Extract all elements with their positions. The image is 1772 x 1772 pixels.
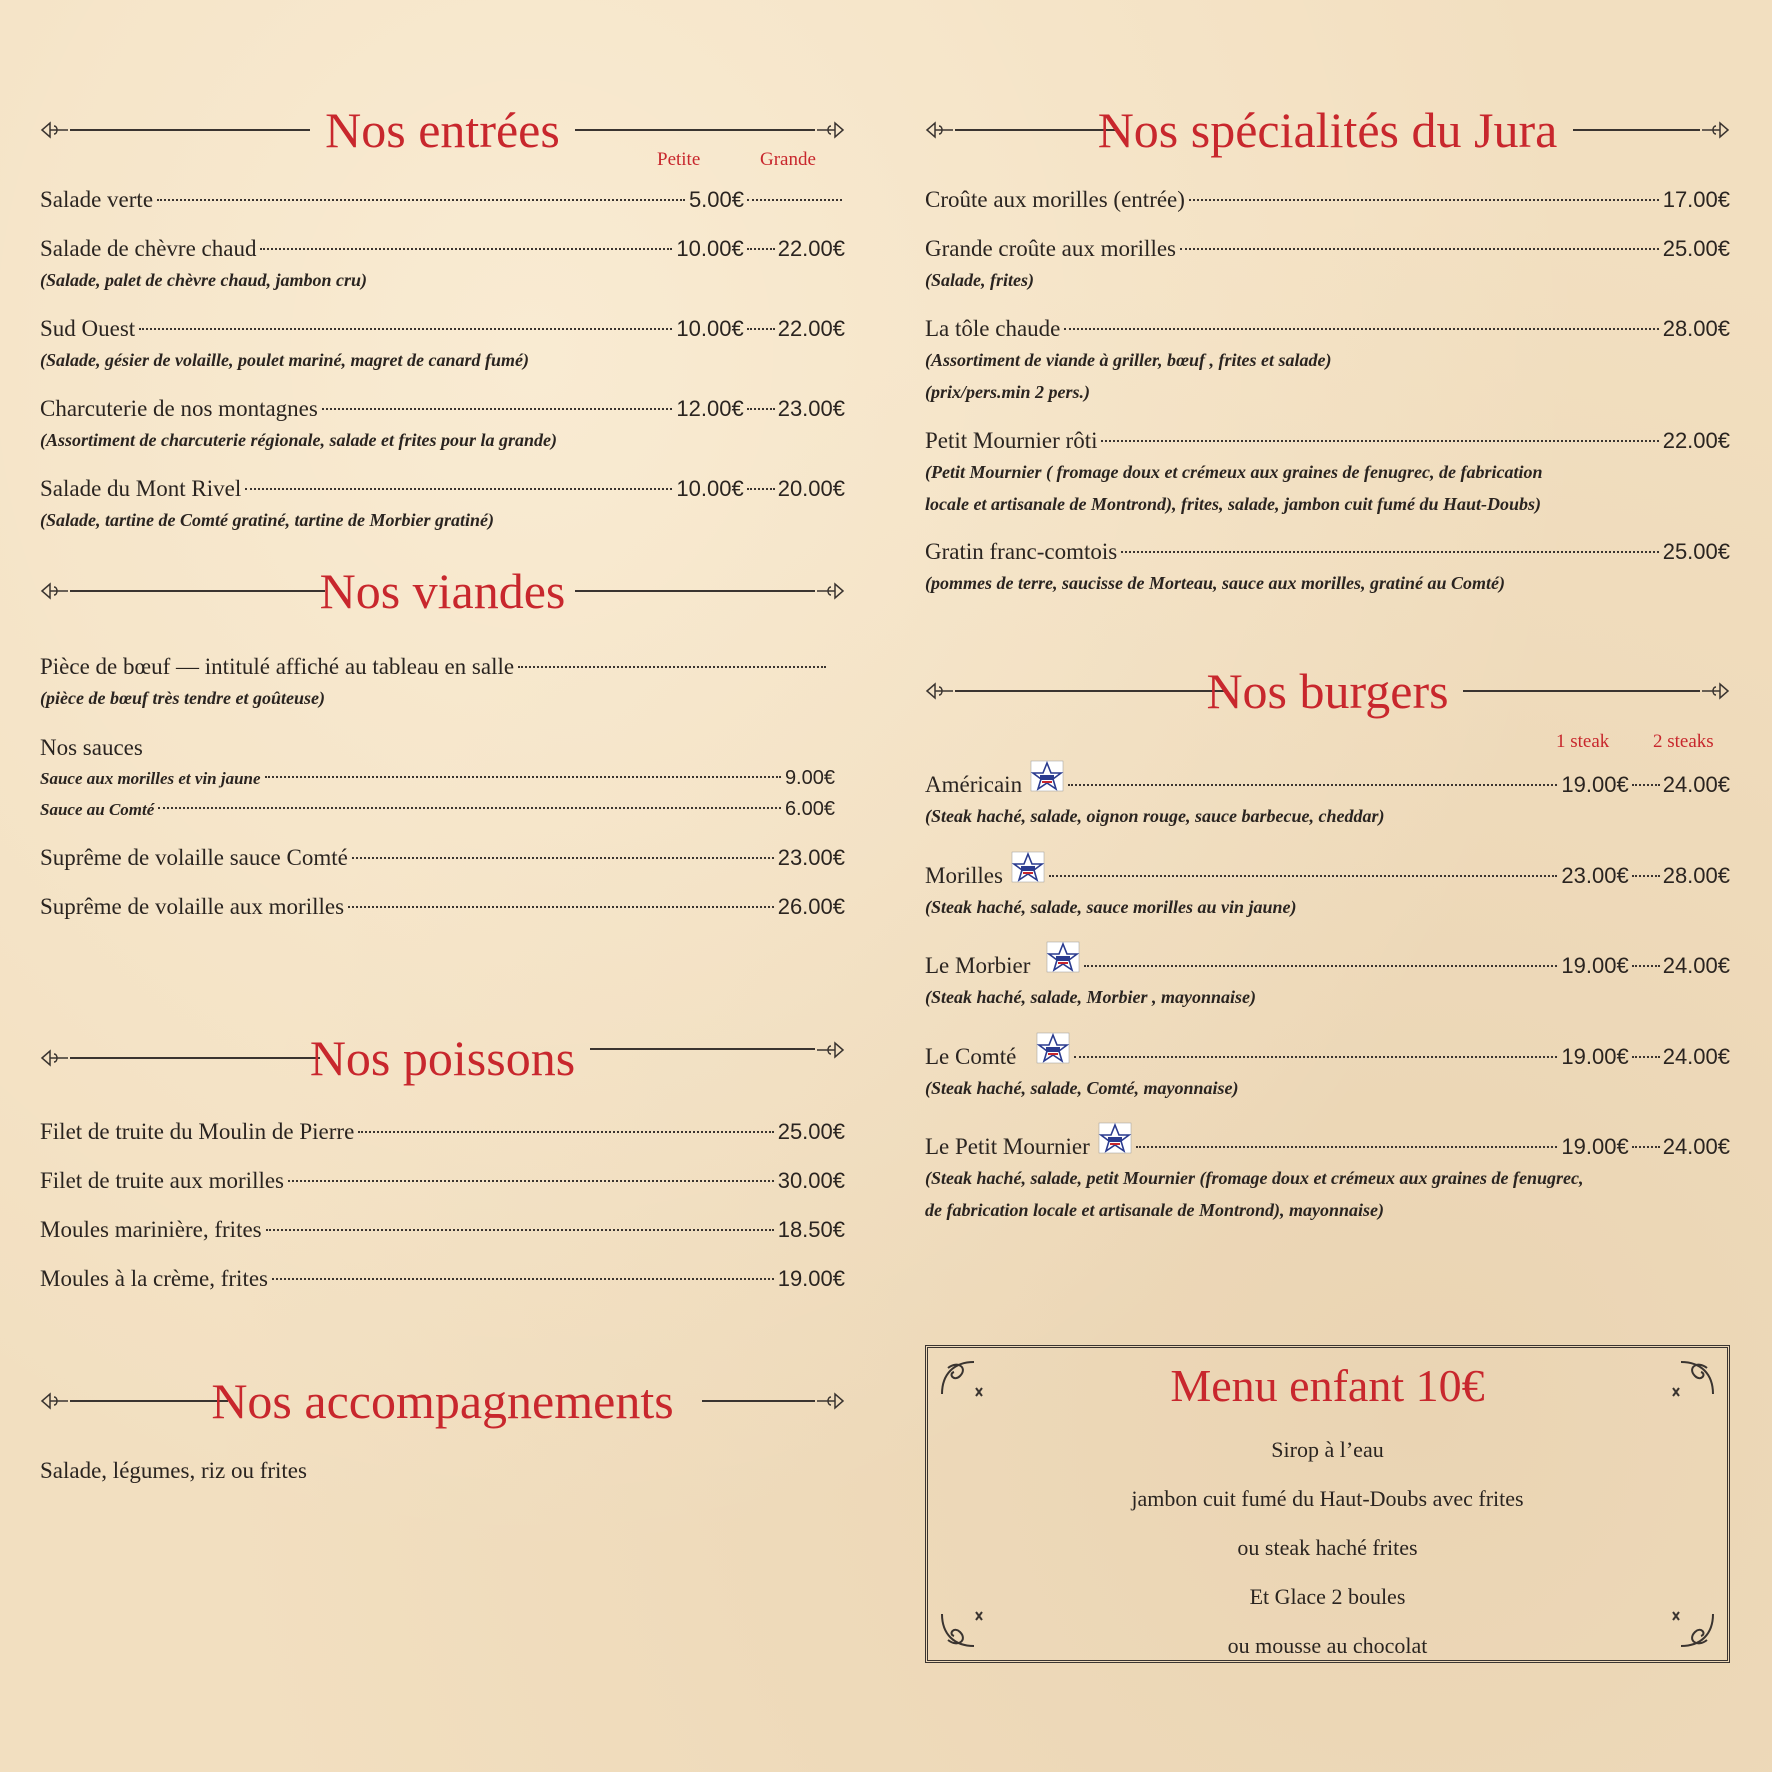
section-title: Nos accompagnements bbox=[211, 1373, 674, 1429]
item-price-small: 12.00€ bbox=[676, 396, 744, 421]
item-name: Le Comté bbox=[925, 1044, 1017, 1069]
item-price-small: 10.00€ bbox=[676, 476, 744, 501]
column-header-petite: Petite bbox=[657, 149, 701, 170]
sauce-name: Sauce au Comté bbox=[40, 800, 155, 819]
section-heading-specialites bbox=[925, 95, 1730, 165]
item-price-2-steaks: 28.00€ bbox=[1662, 863, 1730, 888]
kids-menu-line: Sirop à l’eau bbox=[1271, 1437, 1384, 1462]
item-price: 18.50€ bbox=[777, 1217, 845, 1242]
item-price: 25.00€ bbox=[1662, 236, 1730, 261]
item-name: Pièce de bœuf — intitulé affiché au tableau en salle bbox=[40, 654, 515, 679]
menu-item bbox=[40, 185, 845, 215]
item-name: La tôle chaude bbox=[925, 316, 1061, 341]
menu-item bbox=[40, 394, 845, 456]
flourish-right-icon bbox=[815, 1386, 845, 1416]
item-price-large: 22.00€ bbox=[777, 316, 845, 341]
french-beef-label-icon bbox=[1011, 851, 1045, 883]
section-title: Nos entrées bbox=[325, 102, 560, 158]
item-price-large: 23.00€ bbox=[777, 396, 845, 421]
item-name: Salade de chèvre chaud bbox=[40, 236, 257, 261]
menu-item bbox=[40, 474, 845, 536]
item-description: (Salade, palet de chèvre chaud, jambon cru) bbox=[40, 270, 367, 290]
item-name: Charcuterie de nos montagnes bbox=[40, 396, 318, 421]
item-name: Le Petit Mournier bbox=[925, 1134, 1090, 1159]
item-description: (Assortiment de charcuterie régionale, salade et frites pour la grande) bbox=[40, 430, 557, 450]
item-name: Croûte aux morilles (entrée) bbox=[925, 187, 1185, 212]
item-name: Le Morbier bbox=[925, 953, 1031, 978]
item-price: 17.00€ bbox=[1662, 187, 1730, 212]
kids-menu-line: ou mousse au chocolat bbox=[1227, 1633, 1428, 1658]
item-description: (prix/pers.min 2 pers.) bbox=[925, 382, 1091, 402]
item-price-small: 10.00€ bbox=[676, 236, 744, 261]
menu-item bbox=[925, 314, 1730, 408]
item-price: 19.00€ bbox=[777, 1266, 845, 1291]
section-heading-accompagnements bbox=[40, 1366, 845, 1436]
item-name: Salade verte bbox=[40, 187, 154, 212]
section-title: Nos burgers bbox=[1206, 663, 1449, 719]
section-title: Nos viandes bbox=[319, 563, 566, 619]
item-price-2-steaks: 24.00€ bbox=[1662, 772, 1730, 797]
item-description: (Salade, gésier de volaille, poulet mariné, magret de canard fumé) bbox=[40, 350, 529, 370]
menu-item bbox=[40, 1456, 845, 1486]
item-description: (Steak haché, salade, petit Mournier (fromage doux et crémeux aux graines de fenugrec, bbox=[925, 1168, 1584, 1188]
item-description: (Salade, frites) bbox=[925, 270, 1034, 290]
item-name: Petit Mournier rôti bbox=[925, 428, 1098, 453]
menu-item bbox=[40, 314, 845, 376]
item-description: (Assortiment de viande à griller, bœuf , frites et salade) bbox=[925, 350, 1332, 370]
menu-item bbox=[925, 851, 1730, 923]
item-name: Suprême de volaille aux morilles bbox=[40, 894, 345, 919]
menu-item bbox=[925, 1122, 1730, 1226]
kids-menu-line: ou steak haché frites bbox=[1237, 1535, 1418, 1560]
item-name: Suprême de volaille sauce Comté bbox=[40, 845, 348, 870]
menu-item bbox=[40, 234, 845, 296]
item-price-large: 20.00€ bbox=[777, 476, 845, 501]
french-beef-label-icon bbox=[1046, 941, 1080, 973]
section-heading-burgers bbox=[925, 656, 1730, 726]
section-title: Nos spécialités du Jura bbox=[1097, 102, 1558, 158]
item-price: 28.00€ bbox=[1662, 316, 1730, 341]
item-price: 30.00€ bbox=[777, 1168, 845, 1193]
item-price: 26.00€ bbox=[777, 894, 845, 919]
item-price-2-steaks: 24.00€ bbox=[1662, 1134, 1730, 1159]
kids-menu-box bbox=[925, 1345, 1730, 1663]
menu-item bbox=[40, 1264, 845, 1294]
item-name: Filet de truite du Moulin de Pierre bbox=[40, 1119, 355, 1144]
item-price-1-steak: 19.00€ bbox=[1561, 772, 1629, 797]
item-price: 25.00€ bbox=[1662, 539, 1730, 564]
menu-item bbox=[925, 426, 1730, 520]
section-heading-viandes bbox=[40, 556, 845, 626]
sauces-group bbox=[40, 733, 845, 825]
item-price-small: 5.00€ bbox=[688, 187, 744, 212]
item-price: 22.00€ bbox=[1662, 428, 1730, 453]
kids-menu-line: Et Glace 2 boules bbox=[1249, 1584, 1406, 1609]
item-name: Gratin franc-comtois bbox=[925, 539, 1118, 564]
item-description: locale et artisanale de Montrond), frites, salade, jambon cuit fumé du Haut-Doubs) bbox=[925, 494, 1542, 514]
flourish-right-icon bbox=[815, 1035, 845, 1065]
item-price: 25.00€ bbox=[777, 1119, 845, 1144]
item-price-1-steak: 19.00€ bbox=[1561, 1044, 1629, 1069]
column-header-1-steak: 1 steak bbox=[1556, 731, 1610, 752]
kids-menu-line: jambon cuit fumé du Haut-Doubs avec frites bbox=[1131, 1486, 1524, 1511]
menu-item bbox=[925, 941, 1730, 1013]
item-name: Américain bbox=[925, 772, 1023, 797]
menu-item bbox=[925, 760, 1730, 832]
item-description: (pommes de terre, saucisse de Morteau, sauce aux morilles, gratiné au Comté) bbox=[925, 573, 1505, 593]
item-name: Salade du Mont Rivel bbox=[40, 476, 242, 501]
item-name: Grande croûte aux morilles bbox=[925, 236, 1176, 261]
menu-item bbox=[40, 1166, 845, 1196]
item-name: Moules marinière, frites bbox=[40, 1217, 262, 1242]
menu-item bbox=[40, 892, 845, 922]
item-price: 23.00€ bbox=[777, 845, 845, 870]
item-description: (Salade, tartine de Comté gratiné, tartine de Morbier gratiné) bbox=[40, 510, 494, 530]
item-price-1-steak: 19.00€ bbox=[1561, 953, 1629, 978]
item-price-1-steak: 19.00€ bbox=[1561, 1134, 1629, 1159]
item-description: (Steak haché, salade, Comté, mayonnaise) bbox=[925, 1078, 1239, 1098]
menu-item bbox=[925, 537, 1730, 599]
sauce-price: 6.00€ bbox=[784, 798, 835, 820]
menu-item bbox=[925, 185, 1730, 215]
item-name: Salade, légumes, riz ou frites bbox=[40, 1458, 307, 1483]
flourish-right-icon bbox=[815, 576, 845, 606]
item-price-2-steaks: 24.00€ bbox=[1662, 1044, 1730, 1069]
item-name: Morilles bbox=[925, 863, 1003, 888]
flourish-right-icon bbox=[1700, 115, 1730, 145]
menu-item bbox=[925, 1032, 1730, 1104]
section-title: Nos poissons bbox=[309, 1030, 576, 1086]
french-beef-label-icon bbox=[1036, 1032, 1070, 1064]
kids-menu-title: Menu enfant 10€ bbox=[1170, 1360, 1485, 1411]
flourish-right-icon bbox=[1700, 676, 1730, 706]
item-description: (Steak haché, salade, Morbier , mayonnaise) bbox=[925, 987, 1256, 1007]
item-description: (Steak haché, salade, sauce morilles au vin jaune) bbox=[925, 897, 1297, 917]
sauce-name: Sauce aux morilles et vin jaune bbox=[40, 769, 261, 788]
item-price-large: 22.00€ bbox=[777, 236, 845, 261]
column-header-2-steaks: 2 steaks bbox=[1653, 731, 1714, 752]
sauce-price: 9.00€ bbox=[784, 767, 835, 789]
item-description: (Steak haché, salade, oignon rouge, sauce barbecue, cheddar) bbox=[925, 806, 1385, 826]
menu-item bbox=[40, 1117, 845, 1147]
column-header-grande: Grande bbox=[760, 149, 816, 170]
item-name: Moules à la crème, frites bbox=[40, 1266, 268, 1291]
item-price-small: 10.00€ bbox=[676, 316, 744, 341]
item-description: (Petit Mournier ( fromage doux et crémeux aux graines de fenugrec, de fabrication bbox=[925, 462, 1543, 482]
menu-item bbox=[925, 234, 1730, 296]
item-name: Sud Ouest bbox=[40, 316, 136, 341]
item-description: de fabrication locale et artisanale de Montrond), mayonnaise) bbox=[925, 1200, 1384, 1220]
item-price-2-steaks: 24.00€ bbox=[1662, 953, 1730, 978]
sauces-title: Nos sauces bbox=[40, 735, 143, 760]
section-heading-poissons bbox=[40, 1023, 845, 1093]
item-name: Filet de truite aux morilles bbox=[40, 1168, 285, 1193]
section-heading-entrees bbox=[40, 95, 845, 165]
menu-item bbox=[40, 843, 845, 873]
menu-item bbox=[40, 1215, 845, 1245]
item-description: (pièce de bœuf très tendre et goûteuse) bbox=[40, 688, 325, 708]
item-price-1-steak: 23.00€ bbox=[1561, 863, 1629, 888]
french-beef-label-icon bbox=[1098, 1122, 1132, 1154]
menu-item bbox=[40, 652, 830, 714]
flourish-right-icon bbox=[815, 115, 845, 145]
french-beef-label-icon bbox=[1030, 760, 1064, 792]
